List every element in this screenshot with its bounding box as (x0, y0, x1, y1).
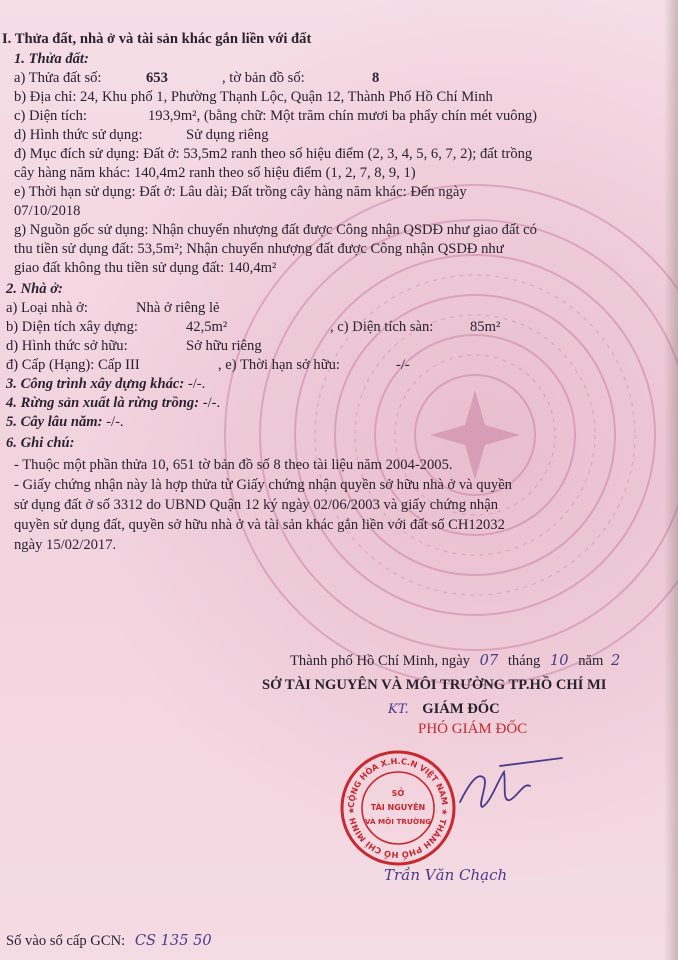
parcel-number-value: 653 (146, 70, 168, 86)
seal-line1: SỞ (391, 789, 405, 798)
usage-form-value: Sử dụng riêng (186, 127, 269, 143)
note2-line3: quyền sử dụng đất, quyền sở hữu nhà ở và tài sản khác gắn liền với đất số CH12032 (14, 517, 505, 533)
section1-heading: I. Thửa đất, nhà ở và tài sản khác gắn liền với đất (2, 31, 312, 47)
date-month: 10 (549, 652, 569, 669)
note1: - Thuộc một phần thửa 10, 651 tờ bản đồ số 8 theo tài liệu năm 2004-2005. (14, 457, 453, 473)
section3-line (6, 375, 205, 393)
usage-form-label: d) Hình thức sử dụng: (14, 127, 143, 143)
director-line (388, 700, 500, 719)
house-grade: đ) Cấp (Hạng): Cấp III (6, 357, 140, 373)
seal-outer-text: CỘNG HÒA X.H.C.N VIỆT NAM ★ THÀNH PHỐ HỒ CHÍ MINH ★ (345, 755, 451, 861)
house-type-value: Nhà ở riêng lẻ (136, 300, 220, 316)
signer-name: Trần Văn Chạch (384, 866, 508, 884)
section5-line (6, 413, 124, 431)
section3-value: -/-. (187, 376, 206, 392)
signature (440, 752, 570, 822)
issuing-agency: SỞ TÀI NGUYÊN VÀ MÔI TRƯỜNG TP.HỒ CHÍ MI (262, 677, 607, 693)
section5-label: 5. Cây lâu năm: (6, 414, 103, 430)
floor-area-value: 85m² (470, 319, 501, 335)
section4-line (6, 394, 220, 412)
note2-line1: - Giấy chứng nhận này là hợp thửa từ Giấy chứng nhận quyền sở hữu nhà ở và quyền (14, 477, 512, 493)
note2-line4: ngày 15/02/2017. (14, 537, 117, 553)
date-prefix: Thành phố Hồ Chí Minh, ngày (290, 653, 470, 669)
usage-origin-line1: g) Nguồn gốc sử dụng: Nhận chuyển nhượng đất được Công nhận QSDĐ như giao đất có (14, 222, 537, 238)
director-title: GIÁM ĐỐC (422, 701, 500, 717)
usage-term-line1: e) Thời hạn sử dụng: Đất ở: Lâu dài; Đất trồng cây hàng năm khác: Đến ngày (14, 184, 467, 200)
section6-heading: 6. Ghi chú: (6, 435, 75, 451)
month-label: tháng (507, 653, 541, 669)
usage-origin-line3: giao đất không thu tiền sử dụng đất: 140,4m² (14, 260, 277, 276)
section3-label: 3. Công trình xây dựng khác: (6, 376, 185, 392)
seal-line3: VÀ MÔI TRƯỜNG (364, 817, 432, 826)
map-sheet-value: 8 (372, 70, 380, 86)
ownership-term-value: -/- (396, 357, 410, 373)
signing-date-line (290, 652, 620, 670)
usage-origin-line2: thu tiền sử dụng đất: 53,5m²; Nhận chuyển nhượng đất được Công nhận QSDĐ như (14, 241, 504, 257)
usage-purpose-line1: đ) Mục đích sử dụng: Đất ở: 53,5m2 ranh theo số hiệu điểm (2, 3, 4, 5, 6, 7, 2); đất trồng (14, 146, 533, 162)
area-label: c) Diện tích: (14, 108, 87, 124)
build-area-value: 42,5m² (186, 319, 228, 335)
date-day: 07 (479, 652, 499, 669)
note2-line2: sử dụng đất ở số 3312 do UBND Quận 12 ký ngày 02/06/2003 và giấy chứng nhận (14, 497, 499, 513)
date-year: 2 (611, 652, 621, 669)
usage-purpose-line2: cây hàng năm khác: 140,4m2 ranh theo số hiệu điểm (1, 2, 7, 8, 9, 1) (14, 165, 416, 181)
year-label: năm (578, 653, 604, 669)
usage-term-line2: 07/10/2018 (14, 203, 81, 219)
seal-line2: TÀI NGUYÊN (370, 803, 426, 812)
area-value: 193,9m², (bằng chữ: Một trăm chín mươi ba phẩy chín mét vuông) (148, 108, 538, 124)
build-area-label: b) Diện tích xây dựng: (6, 319, 138, 335)
deputy-director-title: PHÓ GIÁM ĐỐC (418, 721, 528, 737)
kt-mark: KT. (388, 702, 409, 717)
register-number-line (6, 932, 212, 950)
register-number-label: Số vào sổ cấp GCN: (6, 933, 126, 949)
ownership-term-label: , e) Thời hạn sở hữu: (218, 357, 340, 373)
page-edge-shadow (664, 0, 678, 960)
section2-heading: 2. Nhà ở: (6, 281, 63, 297)
section5-value: -/-. (106, 414, 124, 430)
ownership-form-value: Sở hữu riêng (186, 338, 262, 354)
section4-value: -/-. (202, 395, 221, 411)
ownership-form-label: d) Hình thức sở hữu: (6, 338, 128, 354)
register-number-value: CS 135 50 (134, 932, 212, 949)
section1-sub-heading: 1. Thửa đất: (14, 51, 89, 67)
parcel-number-label: a) Thửa đất số: (14, 70, 102, 86)
floor-area-label: , c) Diện tích sàn: (330, 319, 434, 335)
address-line: b) Địa chỉ: 24, Khu phố 1, Phường Thạnh Lộc, Quận 12, Thành Phố Hồ Chí Minh (14, 89, 493, 105)
map-sheet-label: , tờ bản đồ số: (222, 70, 305, 86)
section4-label: 4. Rừng sản xuất là rừng trồng: (6, 395, 200, 411)
house-type-label: a) Loại nhà ở: (6, 300, 88, 316)
